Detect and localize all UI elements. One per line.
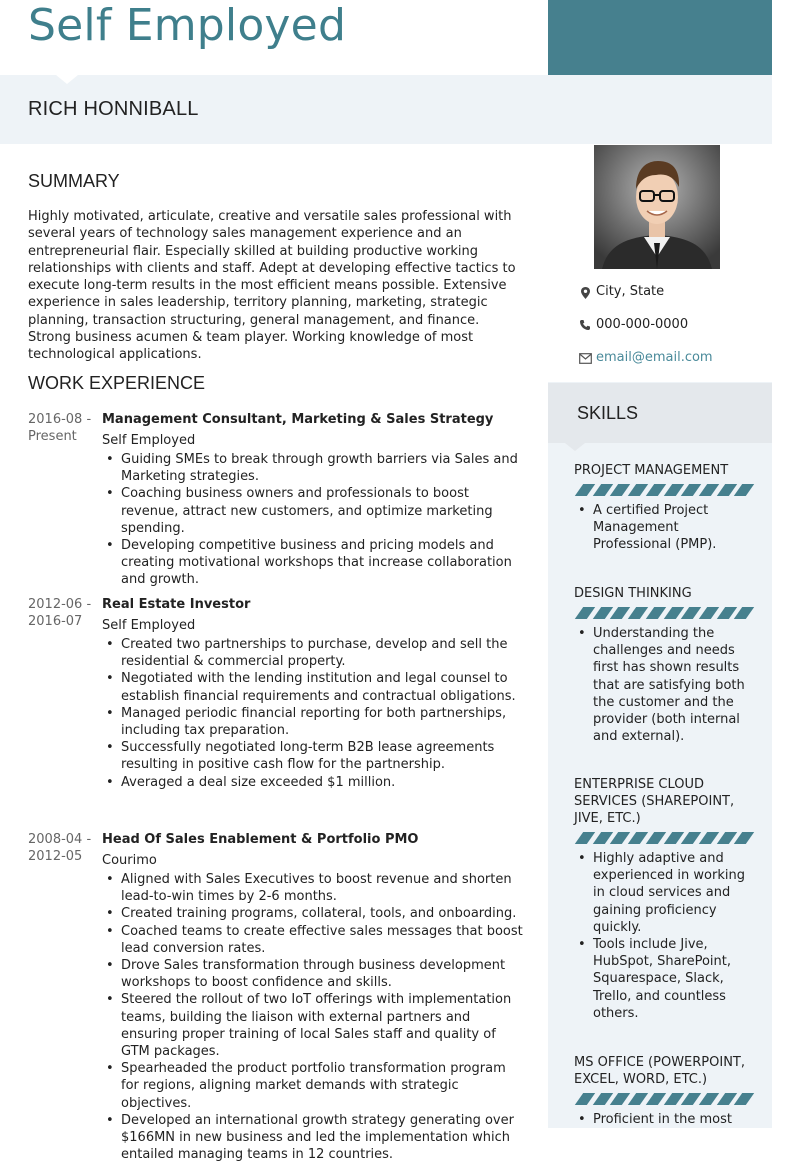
- skill-level-bar: [574, 1093, 750, 1105]
- work-experience-heading: WORK EXPERIENCE: [28, 373, 206, 393]
- name-band-notch: [56, 75, 78, 84]
- skill-ms-office: [574, 1054, 758, 1128]
- skill-bullet: • Tools include Jive, HubSpot, SharePoint, Squarespace, Slack, Trello, and countless others.: [574, 936, 758, 1022]
- job-bullet: • Drove Sales transformation through business development workshops to boost confidence and skills.: [102, 957, 526, 991]
- skill-bullet: • A certified Project Management Professional (PMP).: [574, 502, 758, 554]
- profile-photo-illustration: [594, 145, 720, 269]
- skill-name: DESIGN THINKING: [574, 586, 692, 601]
- job-bullet: • Created training programs, collateral, tools, and onboarding.: [102, 905, 526, 922]
- job-bullet: • Spearheaded the product portfolio transformation program for regions, aligning market demands with strategic objectives.: [102, 1060, 526, 1112]
- skills-header-notch: [565, 443, 585, 451]
- skill-name: MS OFFICE (POWERPOINT, EXCEL, WORD, ETC.): [574, 1055, 745, 1087]
- skill-enterprise-cloud: [574, 776, 758, 1022]
- job-bullet: • Successfully negotiated long-term B2B lease agreements resulting in positive cash flow for the partnership.: [102, 739, 526, 773]
- skill-name: ENTERPRISE CLOUD SERVICES (SHAREPOINT, JIVE, ETC.): [574, 777, 735, 826]
- skill-bullet: • Understanding the challenges and needs first has shown results that are satisfying both the customer and the provider (both internal and external).: [574, 625, 758, 745]
- job-bullet: • Developing competitive business and pricing models and creating motivational workshops that increase collaboration and growth.: [102, 537, 526, 589]
- job-company: Courimo: [102, 853, 157, 868]
- envelope-icon: [578, 348, 592, 370]
- skill-design-thinking: [574, 585, 758, 745]
- job-dates: 2008-04 - 2012-05: [28, 832, 92, 864]
- email-link[interactable]: email@email.com: [596, 350, 713, 365]
- skills-heading: SKILLS: [577, 403, 639, 423]
- profile-photo: [594, 145, 720, 269]
- job-body: [102, 596, 526, 791]
- resume-headline: Self Employed: [28, 0, 347, 51]
- phone-icon: [578, 315, 592, 337]
- job-bullet: • Managed periodic financial reporting for both partnerships, including tax preparation.: [102, 705, 526, 739]
- job-body: [102, 411, 526, 589]
- job-company: Self Employed: [102, 618, 196, 633]
- skill-bullet: • Highly adaptive and experienced in working in cloud services and gaining proficiency quickly.: [574, 850, 758, 936]
- map-pin-icon: [578, 282, 592, 306]
- skill-level-bar: [574, 484, 750, 496]
- skill-project-management: [574, 462, 758, 554]
- candidate-name: RICH HONNIBALL: [28, 98, 199, 120]
- job-title: Head Of Sales Enablement & Portfolio PMO: [102, 832, 419, 847]
- contact-phone: 000-000-0000: [578, 315, 768, 335]
- summary-heading: SUMMARY: [28, 171, 120, 191]
- job-company: Self Employed: [102, 433, 196, 448]
- job-bullet: • Guiding SMEs to break through growth barriers via Sales and Marketing strategies.: [102, 451, 526, 485]
- contact-location: City, State: [578, 282, 768, 302]
- job-bullet: • Negotiated with the lending institution and legal counsel to establish financial requirements and contractual obligations.: [102, 670, 526, 704]
- skill-level-bar: [574, 832, 750, 844]
- skill-name: PROJECT MANAGEMENT: [574, 463, 729, 478]
- job-bullet: • Steered the rollout of two IoT offerings with implementation teams, building the liaison with external partners and ensuring proper training of local Sales staff and quality of GTM packages.: [102, 991, 526, 1060]
- page-margin-right: [772, 0, 800, 1128]
- job-title: Real Estate Investor: [102, 597, 251, 612]
- job-bullet: • Created two partnerships to purchase, develop and sell the residential & commercial property.: [102, 636, 526, 670]
- job-dates: 2016-08 - Present: [28, 412, 92, 444]
- contact-email[interactable]: [578, 348, 768, 368]
- job-bullet: • Aligned with Sales Executives to boost revenue and shorten lead-to-win times by 2-6 months.: [102, 871, 526, 905]
- job-body: [102, 831, 526, 1163]
- header-accent-block: [548, 0, 772, 75]
- job-bullet: • Coaching business owners and professionals to boost revenue, attract new customers, and optimize marketing spending.: [102, 485, 526, 537]
- skill-bullet: • Proficient in the most: [574, 1111, 758, 1128]
- job-bullet: • Developed an international growth strategy generating over $166MN in new business and led the implementation which entailed managing teams in 12 countries.: [102, 1112, 526, 1163]
- summary-text: Highly motivated, articulate, creative and versatile sales professional with several years of technology sales management experience and an entrepreneurial flair. Especially skilled at building productive working relationships with clients and staff. Adept at developing effective tactics to execute long-term results in the most efficient means possible. Extensive experience in sales leadership, territory planning, marketing, strategic planning, transaction structuring, general management, and finance. Strong business acumen & team player. Working knowledge of most technological applications.: [28, 209, 516, 363]
- job-bullet: • Averaged a deal size exceeded $1 million.: [102, 774, 526, 791]
- job-title: Management Consultant, Marketing & Sales Strategy: [102, 412, 494, 427]
- job-dates: 2012-06 - 2016-07: [28, 597, 92, 629]
- job-bullet: • Coached teams to create effective sales messages that boost lead conversion rates.: [102, 923, 526, 957]
- skill-level-bar: [574, 607, 750, 619]
